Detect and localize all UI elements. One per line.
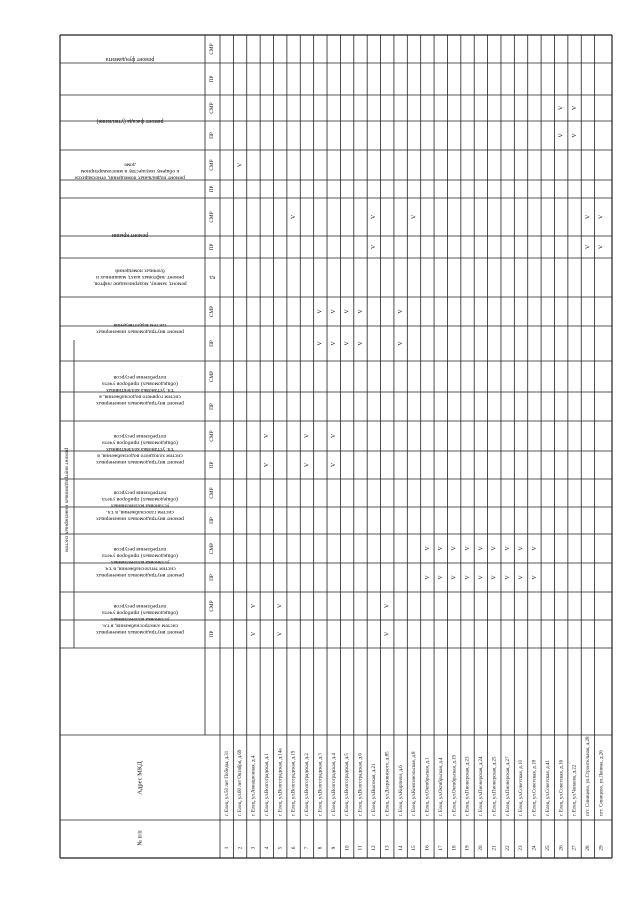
row-address: г. Елец, ул.Чапаева, д.22 bbox=[572, 764, 578, 816]
smr-label: СМР bbox=[209, 542, 216, 555]
check-mark: V bbox=[558, 133, 565, 138]
pr-label: ПР bbox=[209, 461, 216, 469]
check-mark: V bbox=[571, 133, 578, 138]
check-mark: V bbox=[558, 105, 565, 111]
row-address: г. Елец, ул.Волгоградская, д.3 bbox=[318, 753, 324, 816]
subcol-heading-6: ремонт внутридомовых инженерныхсистем водоотведения bbox=[96, 321, 184, 335]
check-mark: V bbox=[518, 575, 525, 580]
smr-label: СМР bbox=[209, 487, 216, 499]
check-mark: V bbox=[531, 546, 538, 551]
row-number: 19 bbox=[464, 845, 471, 851]
row-address: г. Елец, ул.Комсомольская, д.8 bbox=[412, 751, 418, 816]
check-mark: V bbox=[464, 546, 471, 551]
subcol-heading-4: ремонт внутридомовых инженерныхсистем холодного водоснабжения, вт.ч. установка коллективных(общедомовых) приборов учетапотребления ресурсов bbox=[96, 433, 184, 465]
check-mark: V bbox=[331, 433, 338, 439]
check-mark: V bbox=[424, 575, 431, 580]
check-mark: V bbox=[250, 603, 257, 609]
row-address: г. Елец, ул.Пионерская, д.24 bbox=[479, 756, 485, 816]
check-mark: V bbox=[571, 105, 578, 111]
check-mark: V bbox=[250, 631, 257, 637]
row-number: 20 bbox=[478, 845, 485, 851]
check-mark: V bbox=[277, 631, 284, 637]
row-address: г. Елец, ул.Кирпичн, д.6 bbox=[398, 765, 404, 816]
row-number: 16 bbox=[424, 845, 431, 851]
check-mark: V bbox=[397, 341, 404, 346]
row-address: г. Елец, ул.Советская, д.10 bbox=[519, 760, 525, 816]
check-mark: V bbox=[518, 546, 525, 551]
row-number: 11 bbox=[357, 845, 364, 851]
pr-label: ПР bbox=[209, 517, 216, 524]
row-number: 25 bbox=[544, 845, 551, 851]
check-mark: V bbox=[397, 309, 404, 314]
row-address: г. Елец, ул.Авиационная, д.4 bbox=[251, 755, 257, 816]
check-mark: V bbox=[371, 214, 378, 220]
basement-heading: ремонт подвальных помещений, относящихсяк общему имуществу в многоквартирномдоме bbox=[75, 161, 185, 181]
pr-label: ПР bbox=[209, 185, 216, 193]
row-address: г. Елец, ул.Октябрьская, д.19 bbox=[452, 754, 458, 816]
pr-label: ПР bbox=[209, 340, 216, 347]
row-address: г. Елец, ул.Волгоградская, д.5 bbox=[345, 753, 351, 816]
group-heading: ремонт внутридомовых инженерных систем bbox=[63, 448, 70, 552]
row-number: 10 bbox=[344, 845, 351, 851]
check-mark: V bbox=[317, 341, 324, 346]
row-number: 15 bbox=[411, 845, 418, 851]
check-mark: V bbox=[331, 309, 338, 314]
row-number: 27 bbox=[571, 845, 578, 851]
elevator-unit: ед. bbox=[208, 274, 216, 281]
check-mark: V bbox=[264, 462, 271, 468]
row-number: 22 bbox=[504, 845, 511, 851]
row-number: 4 bbox=[264, 846, 271, 850]
smr-label: СМР bbox=[209, 43, 216, 55]
smr-label: СМР bbox=[209, 430, 216, 442]
row-number: 17 bbox=[437, 845, 444, 851]
pr-label: ПР bbox=[209, 75, 216, 83]
check-mark: V bbox=[317, 309, 324, 314]
row-address: г. Елец, ул.Дзержинского, д.85 bbox=[385, 751, 391, 816]
check-mark: V bbox=[264, 433, 271, 439]
pr-label: ПР bbox=[209, 403, 216, 410]
check-mark: V bbox=[424, 546, 431, 551]
row-number: 14 bbox=[397, 845, 404, 851]
check-mark: V bbox=[290, 214, 297, 220]
check-mark: V bbox=[304, 462, 311, 468]
row-number: 26 bbox=[558, 845, 565, 851]
check-mark: V bbox=[598, 244, 605, 250]
smr-label: СМР bbox=[209, 211, 216, 223]
smr-label: СМР bbox=[209, 600, 216, 612]
check-mark: V bbox=[384, 631, 391, 637]
smr-label: СМР bbox=[209, 159, 216, 171]
check-mark: V bbox=[438, 546, 445, 551]
row-number: 12 bbox=[371, 845, 378, 851]
check-mark: V bbox=[237, 162, 244, 168]
check-mark: V bbox=[384, 603, 391, 609]
pr-label: ПР bbox=[209, 574, 216, 581]
check-mark: V bbox=[531, 575, 538, 580]
row-number: 21 bbox=[491, 845, 498, 851]
check-mark: V bbox=[464, 575, 471, 580]
row-number: 13 bbox=[384, 845, 391, 851]
row-address: г. Елец, ул.Волгоградская, д.4 bbox=[331, 753, 337, 816]
row-address: г. Елец, ул.Волгоградская, д.1 bbox=[264, 753, 270, 816]
pr-label: ПР bbox=[209, 630, 216, 638]
check-mark: V bbox=[371, 244, 378, 250]
address-heading: Адрес МКД bbox=[136, 761, 144, 795]
pr-label: ПР bbox=[209, 243, 216, 251]
number-heading: № п/п bbox=[137, 830, 144, 846]
check-mark: V bbox=[478, 546, 485, 551]
check-mark: V bbox=[331, 462, 338, 468]
row-address: пгт. Синицево, ул.Строительная, д.28 bbox=[586, 736, 592, 816]
check-mark: V bbox=[344, 309, 351, 314]
smr-label: СМР bbox=[209, 102, 216, 114]
subcol-heading-2: ремонт внутридомовых инженерныхсистем теплоснабжения, в т.ч.установка коллективных(общедомовых) приборов учетапотребления ресурсов bbox=[96, 546, 184, 578]
row-number: 3 bbox=[250, 846, 257, 850]
table-body bbox=[224, 105, 605, 850]
row-address: г. Елец, ул.Пионерская, д.27 bbox=[505, 756, 511, 816]
check-mark: V bbox=[598, 214, 605, 220]
check-mark: V bbox=[304, 433, 311, 439]
row-number: 1 bbox=[223, 846, 230, 850]
roof-heading: ремонт крыши bbox=[111, 231, 149, 238]
check-mark: V bbox=[491, 575, 498, 580]
smr-label: СМР bbox=[209, 370, 216, 383]
row-address: г. Елец, ул.Советская, д.41 bbox=[545, 760, 551, 816]
subcol-heading-1: ремонт внутридомовых инженерныхсистем электроснабжения, в т.ч.установка коллективных(общедомовых) приборов учетапотребления ресурсов bbox=[96, 603, 184, 635]
facade-heading: ремонт фасада (утепление) bbox=[96, 117, 164, 124]
check-mark: V bbox=[357, 341, 364, 346]
check-mark: V bbox=[357, 309, 364, 314]
table-headers bbox=[64, 43, 216, 845]
foundation-heading: ремонт фундамента bbox=[105, 55, 155, 62]
row-number: 29 bbox=[598, 845, 605, 851]
row-address: г. Елец, ул.50 лет Победы, д.31 bbox=[224, 750, 230, 816]
smr-label: СМР bbox=[209, 305, 216, 318]
check-mark: V bbox=[344, 341, 351, 346]
row-address: г. Елец, ул.Высокая, д.21 bbox=[372, 763, 378, 816]
row-number: 2 bbox=[237, 846, 244, 850]
row-number: 6 bbox=[290, 846, 297, 850]
row-address: г. Елец, ул.Пионерская, д.23 bbox=[465, 756, 471, 816]
check-mark: V bbox=[277, 603, 284, 609]
elevator-heading: ремонт, замену, модернизацию лифтов,ремонт лифтовых шахт, машинных иблочных помещений bbox=[93, 267, 187, 287]
row-number: 28 bbox=[585, 845, 592, 851]
check-mark: V bbox=[505, 575, 512, 580]
check-mark: V bbox=[585, 244, 592, 250]
check-mark: V bbox=[491, 546, 498, 551]
row-address: г. Елец, ул.Волгоградская, д.6 bbox=[358, 753, 364, 816]
check-mark: V bbox=[451, 546, 458, 551]
check-mark: V bbox=[331, 341, 338, 346]
check-mark: V bbox=[411, 214, 418, 220]
row-address: пгт. Синицево, ул.Ленина, д.26 bbox=[599, 750, 605, 816]
row-address: г. Елец, ул.Волгоградская, д.2 bbox=[305, 753, 311, 816]
row-address: г. Елец, ул.Волгоградская, д.14а bbox=[278, 748, 284, 816]
check-mark: V bbox=[585, 214, 592, 220]
check-mark: V bbox=[451, 575, 458, 580]
pr-label: ПР bbox=[209, 132, 216, 139]
subcol-heading-5: ремонт внутридомовых инженерныхсистем горячего водоснабжения, вт.ч. установка коллективных(общедомовых) приборов учетапотребления ресурсов bbox=[96, 374, 184, 406]
row-number: 18 bbox=[451, 845, 458, 851]
check-mark: V bbox=[478, 575, 485, 580]
row-address: г. Елец, ул.Октябрьская, д.1 bbox=[425, 757, 431, 816]
row-number: 9 bbox=[330, 846, 337, 850]
row-address: г. Елец, ул.Октябрьская, д.4 bbox=[438, 757, 444, 816]
row-address: г. Елец, ул.Пионерская, д.25 bbox=[492, 756, 498, 816]
row-number: 8 bbox=[317, 846, 324, 850]
row-number: 7 bbox=[304, 846, 311, 850]
row-address: г. Елец, ул.Советская, д.18 bbox=[532, 760, 538, 816]
row-number: 23 bbox=[518, 845, 525, 851]
row-address: г. Елец, ул.60 лет Октября, д.69 bbox=[238, 749, 244, 816]
check-mark: V bbox=[438, 575, 445, 580]
row-number: 5 bbox=[277, 846, 284, 850]
check-mark: V bbox=[505, 546, 512, 551]
subcol-heading-3: ремонт внутридомовых инженерныхсистем газоснабжения, в т.ч.установка коллективных(общедомовых) приборов учетапотребления ресурсов bbox=[96, 489, 184, 522]
row-address: г. Елец, ул.Волгоградская, д.19 bbox=[291, 750, 297, 816]
row-number: 24 bbox=[531, 845, 538, 851]
row-address: г. Елец, ул.Советская, д.16 bbox=[559, 760, 565, 816]
